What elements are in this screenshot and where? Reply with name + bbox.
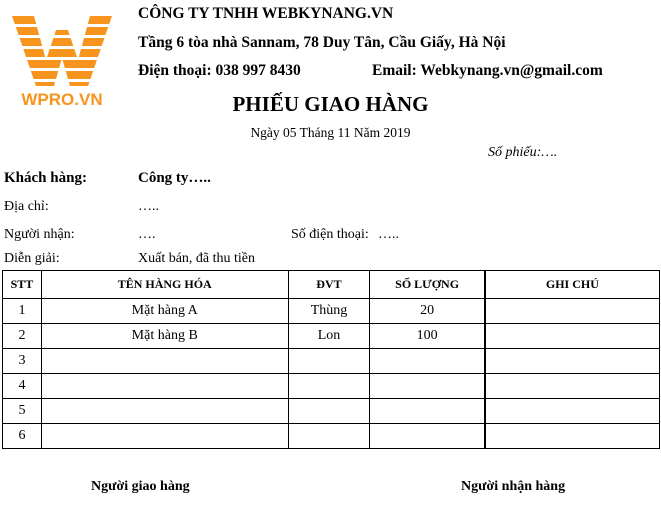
receiver-signature-label: Người nhận hàng (461, 479, 566, 494)
company-phone: Điện thoại: 038 997 8430 (138, 62, 301, 79)
cell-stt: 5 (3, 399, 42, 424)
receiver-label: Người nhận: (4, 227, 75, 242)
address-value: ….. (138, 199, 159, 214)
deliverer-signature-label: Người giao hàng (91, 479, 190, 494)
cell-quantity: 100 (370, 324, 485, 349)
note-label: Diễn giải: (4, 251, 60, 266)
cell-stt: 4 (3, 374, 42, 399)
table-header-row (3, 271, 660, 299)
cell-product-name (41, 374, 288, 399)
company-email: Email: Webkynang.vn@gmail.com (372, 62, 603, 79)
table-row (3, 399, 660, 424)
cell-unit: Thùng (288, 299, 370, 324)
company-name: CÔNG TY TNHH WEBKYNANG.VN (138, 5, 394, 22)
cell-unit (288, 399, 370, 424)
cell-note (485, 299, 660, 324)
table-row (3, 424, 660, 449)
header-product-name: TÊN HÀNG HÓA (41, 271, 288, 299)
header-unit: ĐVT (288, 271, 370, 299)
customer-label: Khách hàng: (4, 170, 87, 186)
cell-quantity (370, 424, 485, 449)
cell-note (485, 374, 660, 399)
receiver-phone-label: Số điện thoại: (291, 227, 369, 242)
cell-quantity (370, 399, 485, 424)
header-stt: STT (3, 271, 42, 299)
logo-text: WPRO.VN (21, 90, 103, 109)
document-title (0, 92, 661, 117)
cell-product-name (41, 349, 288, 374)
cell-note (485, 349, 660, 374)
cell-product-name: Mặt hàng A (41, 299, 288, 324)
address-label: Địa chỉ: (4, 199, 49, 214)
cell-product-name (41, 399, 288, 424)
company-address: Tầng 6 tòa nhà Sannam, 78 Duy Tân, Cầu Giấy, Hà Nội (138, 34, 506, 51)
cell-stt: 6 (3, 424, 42, 449)
receiver-value: …. (138, 227, 156, 242)
receiver-phone-value: ….. (378, 227, 399, 242)
cell-quantity (370, 349, 485, 374)
document-date: Ngày 05 Tháng 11 Năm 2019 (250, 125, 411, 140)
cell-note (485, 324, 660, 349)
customer-value: Công ty….. (138, 170, 211, 186)
header-quantity: SỐ LƯỢNG (370, 271, 485, 299)
cell-unit (288, 374, 370, 399)
cell-note (485, 424, 660, 449)
cell-stt: 1 (3, 299, 42, 324)
cell-stt: 2 (3, 324, 42, 349)
header-note: GHI CHÚ (485, 271, 660, 299)
table-row (3, 374, 660, 399)
cell-quantity: 20 (370, 299, 485, 324)
cell-unit (288, 424, 370, 449)
cell-stt: 3 (3, 349, 42, 374)
cell-product-name (41, 424, 288, 449)
cell-quantity (370, 374, 485, 399)
note-value: Xuất bán, đã thu tiền (138, 251, 256, 266)
table-row (3, 324, 660, 349)
items-table (2, 270, 660, 449)
document-number: Số phiếu:…. (488, 145, 558, 160)
table-row (3, 299, 660, 324)
cell-product-name: Mặt hàng B (41, 324, 288, 349)
cell-note (485, 399, 660, 424)
cell-unit: Lon (288, 324, 370, 349)
document-title-text: PHIẾU GIAO HÀNG (232, 92, 429, 116)
cell-unit (288, 349, 370, 374)
table-row (3, 349, 660, 374)
